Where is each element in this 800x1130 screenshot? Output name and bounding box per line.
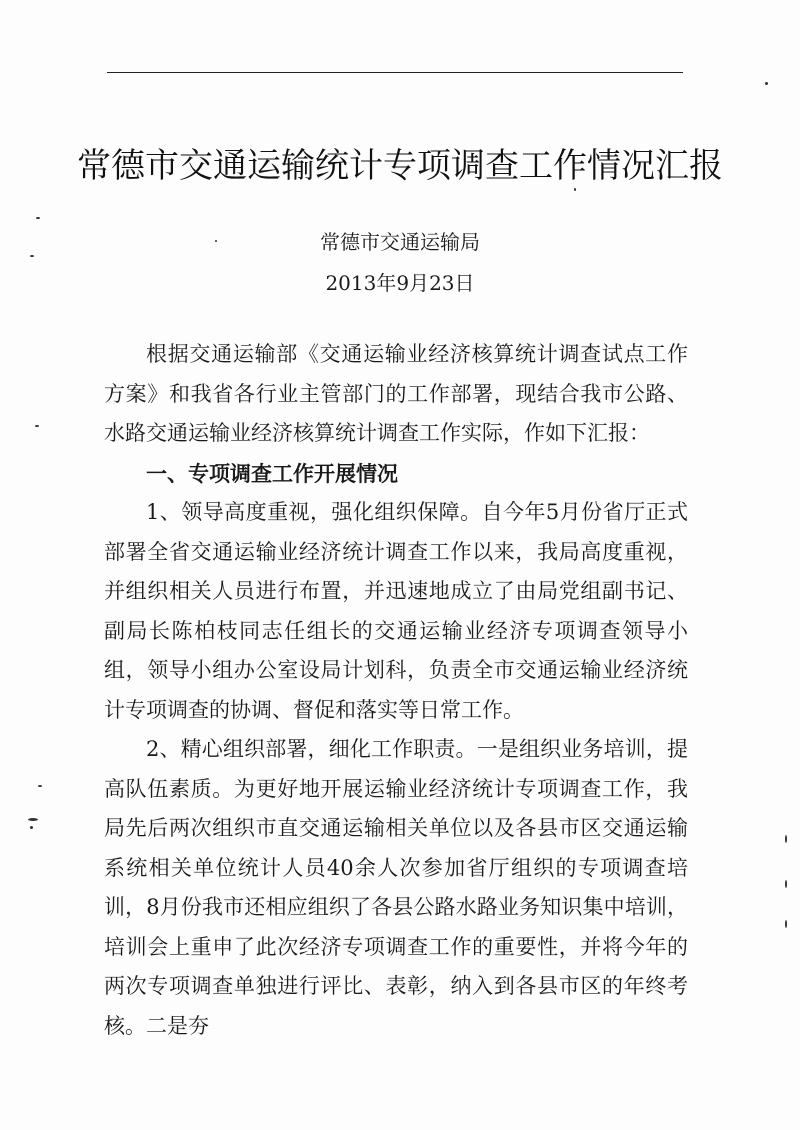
scan-speck (30, 826, 33, 829)
document-title: 常德市交通运输统计专项调查工作情况汇报 (77, 146, 723, 186)
scan-speck (574, 188, 576, 191)
body-paragraph-1: 1、领导高度重视，强化组织保障。自今年5月份省厅正式部署全省交通运输业经济统计调查工作以来，我局高度重视，并组织相关人员进行布置，并迅速地成立了由局党组副书记、副局长陈柏枝同志任组长的交通运输业经济专项调查领导小组，领导小组办公室设局计划科，负责全市交通运输业经济统计专项调查的协调、督促和落实等日常工作。 (104, 500, 688, 722)
document-date: 2013年9月23日 (325, 271, 475, 295)
scan-speck (785, 920, 787, 928)
scan-speck (785, 835, 787, 843)
header-rule (107, 72, 683, 73)
document-body (104, 335, 688, 1046)
body-paragraph-2: 2、精心组织部署，细化工作职责。一是组织业务培训，提高队伍素质。为更好地开展运输业经济统计专项调查工作，我局先后两次组织市直交通运输相关单位以及各县市区交通运输系统相关单位统计人员40余人次参加省厅组织的专项调查培训，8月份我市还相应组织了各县公路水路业务知识集中培训，培训会上重申了此次经济专项调查工作的重要性，并将今年的两次专项调查单独进行评比、表彰，纳入到各县市区的年终考核。二是夯 (104, 737, 688, 1038)
scan-speck (36, 217, 40, 219)
scan-speck (785, 880, 787, 888)
intro-paragraph: 根据交通运输部《交通运输业经济核算统计调查试点工作方案》和我省各行业主管部门的工作部署，现结合我市公路、水路交通运输业经济核算统计调查工作实际，作如下汇报： (104, 342, 688, 445)
scan-speck (38, 785, 42, 787)
scan-speck (30, 255, 34, 257)
scan-speck (28, 818, 38, 821)
section-heading: 一、专项调查工作开展情况 (146, 460, 398, 486)
issuing-organization: 常德市交通运输局 (320, 230, 480, 254)
scan-speck (35, 425, 39, 427)
scan-speck (765, 82, 768, 85)
